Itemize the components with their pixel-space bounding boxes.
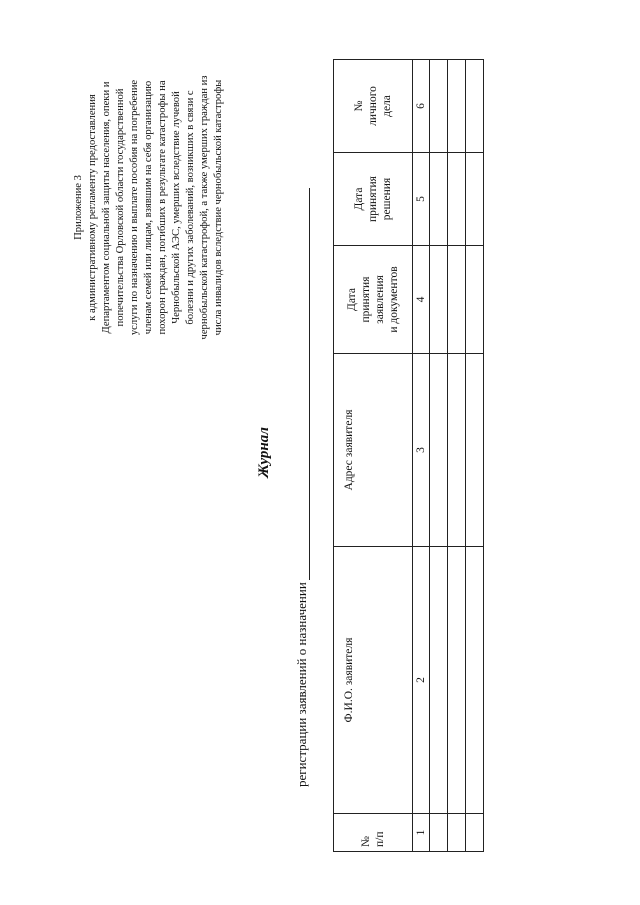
table-cell[interactable] [466, 246, 484, 354]
appendix-line: Департаментом социальной защиты населения, опеки и [101, 81, 112, 334]
header-fio: Ф.И.О. заявителя [334, 547, 413, 814]
appendix-line: к административному регламенту предоставления [87, 94, 98, 321]
appendix-line: Приложение 3 [73, 175, 84, 240]
appendix-note [72, 25, 226, 390]
column-number: 5 [413, 153, 430, 246]
appendix-line: Чернобыльской АЭС, умерших вследствие лучевой [171, 91, 182, 324]
appendix-line: болезни и других заболеваний, возникших в связи с [185, 90, 196, 325]
appendix-line: похорон граждан, погибших в результате катастрофы на [157, 80, 168, 335]
table-cell[interactable] [430, 814, 448, 852]
table-cell[interactable] [448, 246, 466, 354]
table-cell[interactable] [430, 246, 448, 354]
table-cell[interactable] [430, 354, 448, 547]
table-row [448, 60, 466, 852]
page-subtitle [294, 188, 310, 787]
appendix-line: членам семей или лицам, взявшим на себя организацию [143, 80, 154, 335]
table-cell[interactable] [448, 547, 466, 814]
table-cell[interactable] [430, 547, 448, 814]
table-cell[interactable] [448, 60, 466, 153]
appendix-line: числа инвалидов вследствие чернобыльской катастрофы [213, 79, 224, 336]
table-cell[interactable] [448, 354, 466, 547]
table-cell[interactable] [466, 547, 484, 814]
table-cell[interactable] [448, 153, 466, 246]
appendix-line: услуги по назначению и выплате пособия на погребение [129, 79, 140, 336]
column-number: 1 [413, 814, 430, 852]
page-title: Журнал [256, 427, 272, 478]
column-number: 3 [413, 354, 430, 547]
table-row [466, 60, 484, 852]
journal-table [333, 59, 484, 852]
table-cell[interactable] [448, 814, 466, 852]
table-cell[interactable] [466, 354, 484, 547]
table-cell[interactable] [430, 153, 448, 246]
column-number: 2 [413, 547, 430, 814]
column-number-row [413, 60, 430, 852]
header-number: № п/п [334, 814, 413, 852]
table-cell[interactable] [466, 153, 484, 246]
column-number: 6 [413, 60, 430, 153]
header-decision-date: Дата принятия решения [334, 153, 413, 246]
header-case-number: № личного дела [334, 60, 413, 153]
column-number: 4 [413, 246, 430, 354]
table-cell[interactable] [430, 60, 448, 153]
header-row [334, 60, 413, 852]
header-address: Адрес заявителя [334, 354, 413, 547]
header-application-date: Дата принятия заявления и документов [334, 246, 413, 354]
subtitle-text: регистрации заявлений о назначении [294, 582, 309, 787]
table-cell[interactable] [466, 60, 484, 153]
fill-in-line[interactable] [296, 188, 310, 580]
appendix-line: чернобыльской катастрофой, а также умерших граждан из [199, 75, 210, 340]
table-row [430, 60, 448, 852]
appendix-line: попечительства Орловской области государственной [115, 88, 126, 327]
table-cell[interactable] [466, 814, 484, 852]
